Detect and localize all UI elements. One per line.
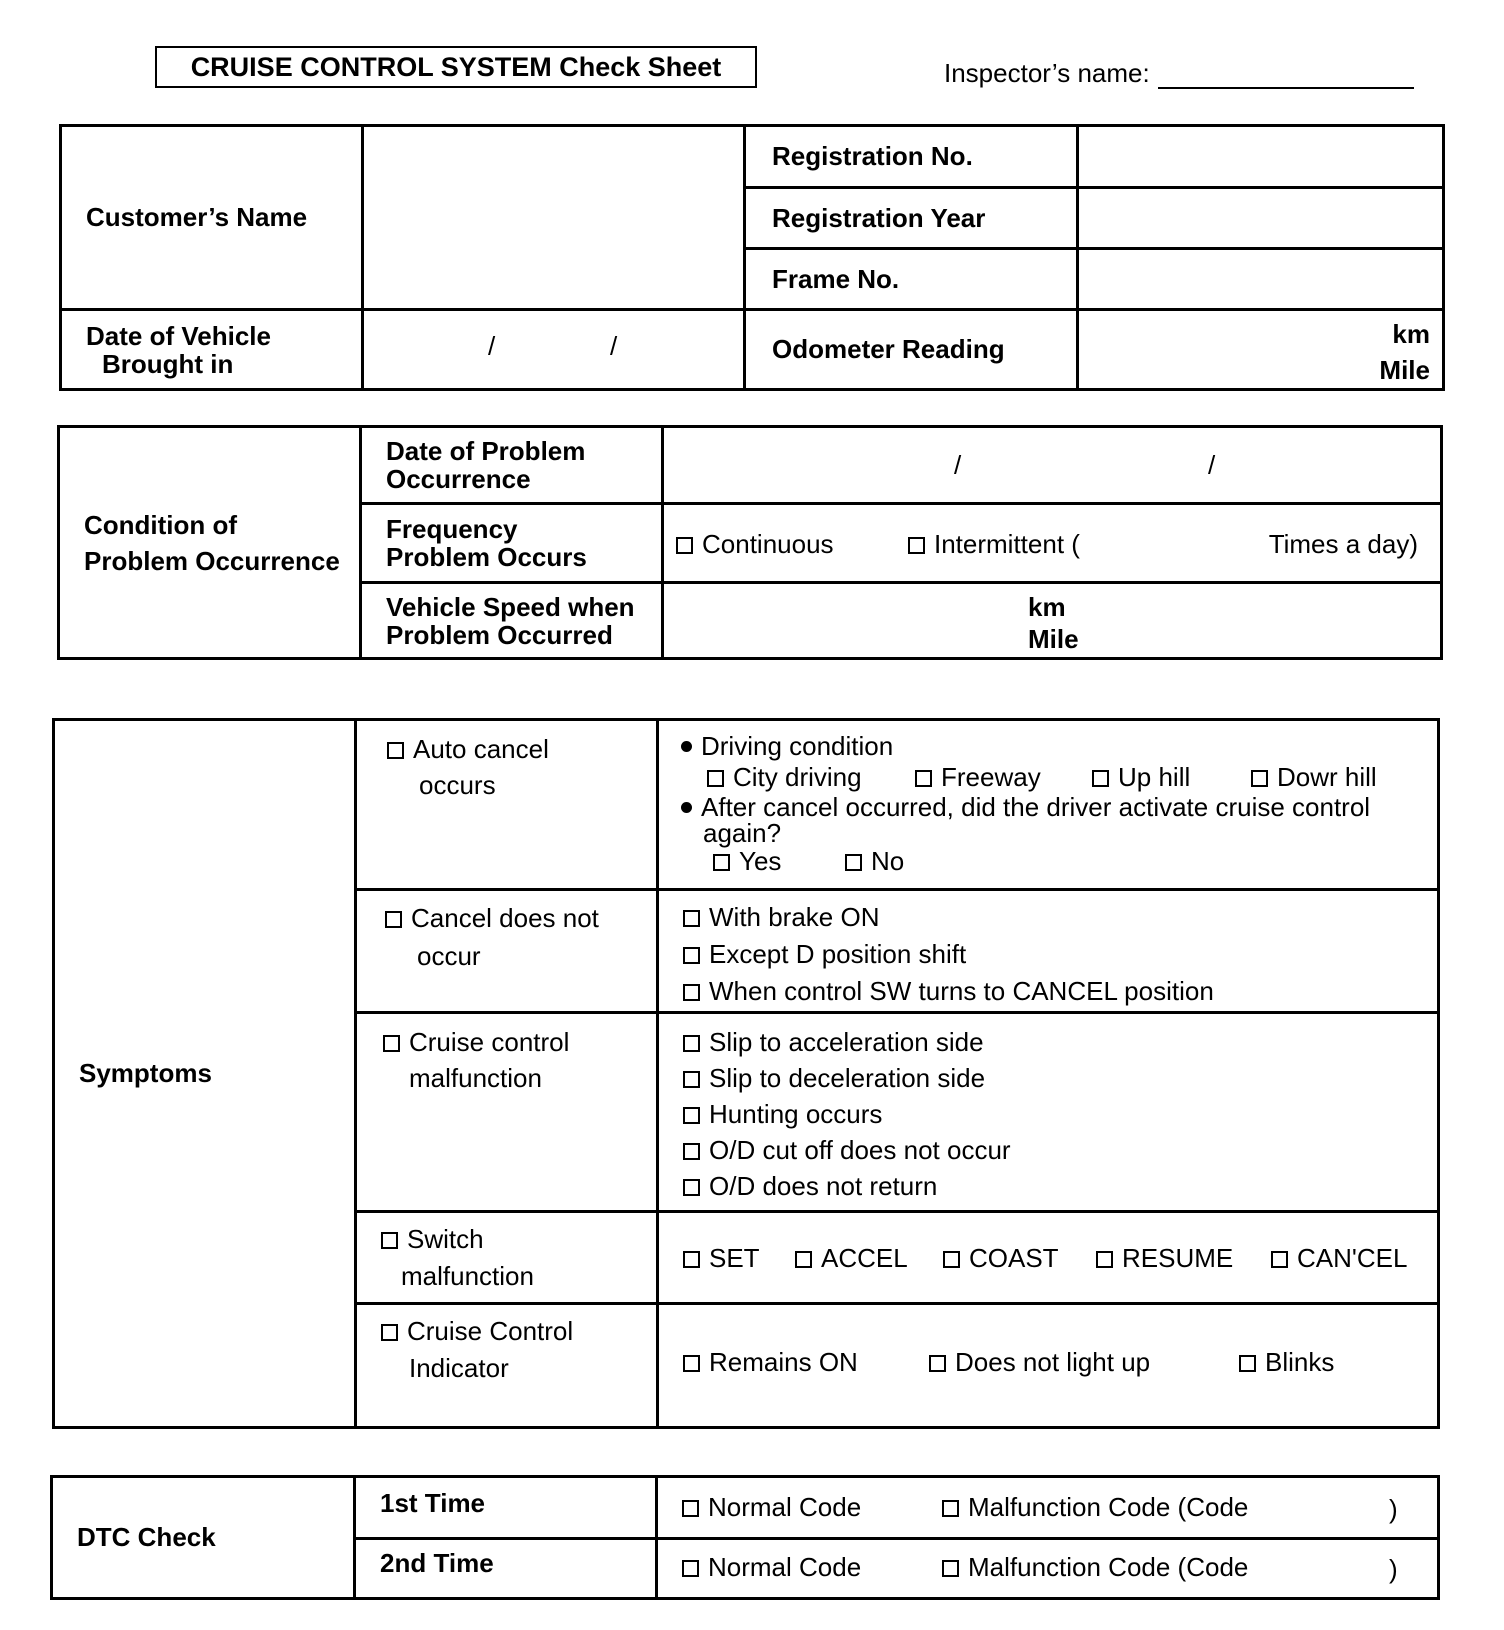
checkbox-icon[interactable]: [683, 1143, 700, 1160]
except-d-position-label: Except D position shift: [709, 939, 967, 969]
freeway-label: Freeway: [941, 762, 1041, 792]
problem-date-label-line2: Occurrence: [386, 464, 531, 494]
normal-code-label: Normal Code: [708, 1491, 862, 1522]
checkbox-icon[interactable]: [707, 770, 724, 787]
control-sw-cancel-label: When control SW turns to CANCEL position: [709, 976, 1214, 1006]
frequency-label-line1: Frequency: [386, 514, 518, 544]
checkbox-icon[interactable]: [908, 537, 925, 554]
driving-condition-label: Driving condition: [701, 731, 894, 761]
up-hill-label: Up hill: [1118, 762, 1191, 792]
cancel-not-occur-cell: [356, 890, 658, 1013]
speed-unit-km: km: [1028, 591, 1066, 622]
continuous-label: Continuous: [702, 528, 834, 559]
auto-cancel-cell: [356, 720, 658, 890]
odometer-label: Odometer Reading: [745, 310, 1078, 390]
coast-switch-option[interactable]: [943, 1243, 1059, 1274]
symptoms-table: [52, 718, 1440, 1429]
auto-cancel-label: Auto cancel: [413, 734, 549, 764]
cruise-malfunction-details: [658, 1013, 1439, 1212]
checkbox-icon[interactable]: [1251, 770, 1268, 787]
freeway-option[interactable]: [915, 762, 1041, 793]
checkbox-icon[interactable]: [1271, 1251, 1288, 1268]
date-separator: /: [1208, 449, 1216, 480]
up-hill-option[interactable]: [1092, 762, 1190, 793]
second-normal-code-option[interactable]: [682, 1552, 861, 1583]
malfunction-code-label: Malfunction Code (Code: [968, 1551, 1249, 1582]
city-driving-label: City driving: [733, 762, 862, 792]
odometer-value[interactable]: [1078, 310, 1444, 390]
date-brought-in-label-line2: Brought in: [102, 348, 234, 379]
od-not-return-label: O/D does not return: [709, 1171, 938, 1201]
cancel-switch-option[interactable]: [1271, 1243, 1407, 1274]
date-separator: /: [610, 330, 618, 361]
vehicle-speed-value[interactable]: [663, 583, 1442, 659]
checkbox-icon[interactable]: [682, 1500, 699, 1517]
yes-no-options: [681, 846, 1437, 876]
date-separator: /: [954, 449, 962, 480]
checkbox-icon[interactable]: [387, 742, 404, 759]
continuous-option[interactable]: [676, 529, 834, 560]
coast-label: COAST: [969, 1242, 1059, 1273]
intermittent-option[interactable]: [908, 529, 1080, 560]
yes-label: Yes: [739, 846, 782, 876]
switch-malfunction-label: Switch: [407, 1224, 484, 1254]
cruise-malfunction-label: Cruise control: [409, 1027, 570, 1057]
indicator-options: [658, 1304, 1439, 1428]
frame-no-label: Frame No.: [745, 249, 1078, 310]
reactivate-question-line2: again?: [703, 818, 782, 848]
accel-label: ACCEL: [821, 1242, 908, 1273]
first-time-options: [657, 1477, 1439, 1539]
second-time-options: [657, 1539, 1439, 1599]
checkbox-icon[interactable]: [683, 1179, 700, 1196]
times-a-day-label: Times a day): [1268, 528, 1418, 559]
except-d-position-option[interactable]: [683, 936, 1437, 973]
switch-malfunction-label-line2: malfunction: [401, 1261, 534, 1291]
checkbox-icon[interactable]: [1096, 1251, 1113, 1268]
close-paren: ): [1389, 1553, 1398, 1584]
does-not-light-option[interactable]: [929, 1347, 1150, 1378]
registration-year-value[interactable]: [1078, 188, 1444, 249]
checkbox-icon[interactable]: [929, 1355, 946, 1372]
inspector-name-line[interactable]: [1158, 59, 1414, 89]
with-brake-on-option[interactable]: [683, 899, 1437, 936]
accel-switch-option[interactable]: [795, 1243, 908, 1274]
page-title: CRUISE CONTROL SYSTEM Check Sheet: [155, 46, 757, 88]
cruise-malfunction-label-line2: malfunction: [409, 1063, 542, 1093]
intermittent-label: Intermittent (: [934, 528, 1080, 559]
date-brought-in-value[interactable]: [363, 310, 745, 390]
first-time-label: 1st Time: [355, 1477, 657, 1539]
bullet-icon: [681, 802, 692, 813]
dtc-check-label: DTC Check: [52, 1477, 355, 1599]
reactivate-question: [681, 794, 1437, 820]
slip-acceleration-option[interactable]: [683, 1024, 1437, 1060]
set-switch-option[interactable]: [683, 1243, 760, 1274]
reactivate-question-line1: After cancel occurred, did the driver activate cruise control: [701, 792, 1371, 822]
checkbox-icon[interactable]: [683, 910, 700, 927]
checkbox-icon[interactable]: [943, 1251, 960, 1268]
control-sw-cancel-option[interactable]: [683, 973, 1437, 1010]
hunting-label: Hunting occurs: [709, 1099, 883, 1129]
odometer-unit-km: km: [1392, 318, 1430, 349]
condition-table: [57, 425, 1443, 660]
indicator-option[interactable]: [381, 1313, 573, 1350]
date-brought-in-label-line1: Date of Vehicle: [86, 320, 271, 351]
checkbox-icon[interactable]: [915, 770, 932, 787]
symptoms-label: Symptoms: [54, 720, 356, 1428]
indicator-label-line2: Indicator: [409, 1353, 509, 1383]
remains-on-label: Remains ON: [709, 1346, 858, 1377]
switch-options: [658, 1212, 1439, 1304]
checkbox-icon[interactable]: [942, 1560, 959, 1577]
resume-switch-option[interactable]: [1096, 1243, 1233, 1274]
inspector-label: Inspector’s name:: [944, 58, 1150, 88]
registration-year-label: Registration Year: [745, 188, 1078, 249]
checkbox-icon[interactable]: [383, 1035, 400, 1052]
checkbox-icon[interactable]: [1239, 1355, 1256, 1372]
dtc-check-table: [50, 1475, 1440, 1600]
od-cut-off-label: O/D cut off does not occur: [709, 1135, 1011, 1165]
slip-deceleration-label: Slip to deceleration side: [709, 1063, 986, 1093]
blinks-label: Blinks: [1265, 1346, 1335, 1377]
vehicle-speed-label-line1: Vehicle Speed when: [386, 591, 635, 622]
checkbox-icon[interactable]: [942, 1500, 959, 1517]
od-cut-off-option[interactable]: [683, 1132, 1437, 1168]
bullet-icon: [681, 741, 692, 752]
checkbox-icon[interactable]: [683, 1071, 700, 1088]
cancel-label: CAN'CEL: [1297, 1242, 1408, 1273]
hunting-option[interactable]: [683, 1096, 1437, 1132]
second-malfunction-code-option[interactable]: [942, 1552, 1248, 1583]
vehicle-speed-label-line2: Problem Occurred: [386, 619, 613, 650]
problem-date-value[interactable]: [663, 427, 1442, 504]
cancel-not-occur-option[interactable]: [385, 899, 599, 937]
checkbox-icon[interactable]: [683, 984, 700, 1001]
set-label: SET: [709, 1242, 760, 1273]
odometer-unit-mile: Mile: [1379, 354, 1430, 385]
auto-cancel-option[interactable]: [387, 731, 549, 767]
cruise-malfunction-option[interactable]: [383, 1024, 569, 1060]
cancel-not-occur-label-line2: occur: [417, 941, 481, 971]
checkbox-icon[interactable]: [683, 947, 700, 964]
switch-malfunction-option[interactable]: [381, 1221, 484, 1258]
cancel-not-occur-details: [658, 890, 1439, 1013]
checkbox-icon[interactable]: [683, 1251, 700, 1268]
condition-label-line1: Condition of: [84, 509, 238, 540]
checkbox-icon[interactable]: [385, 911, 402, 928]
customer-name-label: Customer’s Name: [61, 126, 363, 310]
date-brought-in-label: [61, 310, 363, 390]
does-not-light-label: Does not light up: [955, 1346, 1151, 1377]
checkbox-icon[interactable]: [683, 1035, 700, 1052]
yes-option[interactable]: [713, 846, 781, 877]
cancel-not-occur-label: Cancel does not: [411, 903, 599, 933]
slip-deceleration-option[interactable]: [683, 1060, 1437, 1096]
problem-date-label: [361, 427, 663, 504]
down-hill-option[interactable]: [1251, 762, 1377, 793]
checkbox-icon[interactable]: [676, 537, 693, 554]
resume-label: RESUME: [1122, 1242, 1234, 1273]
auto-cancel-details: [658, 720, 1439, 890]
checkbox-icon[interactable]: [845, 854, 862, 871]
no-option[interactable]: [845, 846, 904, 877]
frequency-options: [663, 504, 1442, 583]
auto-cancel-label-line2: occurs: [419, 770, 496, 800]
customer-name-value[interactable]: [363, 126, 745, 310]
checkbox-icon[interactable]: [795, 1251, 812, 1268]
slip-acceleration-label: Slip to acceleration side: [709, 1027, 984, 1057]
checkbox-icon[interactable]: [683, 1355, 700, 1372]
speed-unit-mile: Mile: [1028, 623, 1079, 654]
cruise-malfunction-cell: [356, 1013, 658, 1212]
malfunction-code-label: Malfunction Code (Code: [968, 1491, 1249, 1522]
normal-code-label: Normal Code: [708, 1551, 862, 1582]
inspector-name-field: [944, 58, 1414, 89]
driving-condition-heading: [681, 731, 1437, 762]
customer-info-table: [59, 124, 1445, 391]
condition-label: [59, 427, 361, 659]
registration-no-value[interactable]: [1078, 126, 1444, 188]
blinks-option[interactable]: [1239, 1347, 1334, 1378]
frame-no-value[interactable]: [1078, 249, 1444, 310]
problem-date-label-line1: Date of Problem: [386, 436, 586, 466]
indicator-label: Cruise Control: [407, 1316, 574, 1346]
od-not-return-option[interactable]: [683, 1168, 1437, 1204]
first-malfunction-code-option[interactable]: [942, 1492, 1248, 1523]
checkbox-icon[interactable]: [381, 1324, 398, 1341]
registration-no-label: Registration No.: [745, 126, 1078, 188]
checkbox-icon[interactable]: [381, 1232, 398, 1249]
remains-on-option[interactable]: [683, 1347, 858, 1378]
city-driving-option[interactable]: [707, 762, 862, 793]
indicator-cell: [356, 1304, 658, 1428]
no-label: No: [871, 846, 905, 876]
road-options: [681, 762, 1437, 794]
close-paren: ): [1389, 1493, 1398, 1524]
checkbox-icon[interactable]: [1092, 770, 1109, 787]
down-hill-label: Dowr hill: [1277, 762, 1377, 792]
vehicle-speed-label: [361, 583, 663, 659]
first-normal-code-option[interactable]: [682, 1492, 861, 1523]
checkbox-icon[interactable]: [682, 1560, 699, 1577]
checkbox-icon[interactable]: [713, 854, 730, 871]
with-brake-on-label: With brake ON: [709, 902, 880, 932]
switch-malfunction-cell: [356, 1212, 658, 1304]
checkbox-icon[interactable]: [683, 1107, 700, 1124]
frequency-label-line2: Problem Occurs: [386, 542, 587, 572]
second-time-label: 2nd Time: [355, 1539, 657, 1599]
date-separator: /: [488, 330, 496, 361]
condition-label-line2: Problem Occurrence: [84, 545, 340, 576]
frequency-label: [361, 504, 663, 583]
